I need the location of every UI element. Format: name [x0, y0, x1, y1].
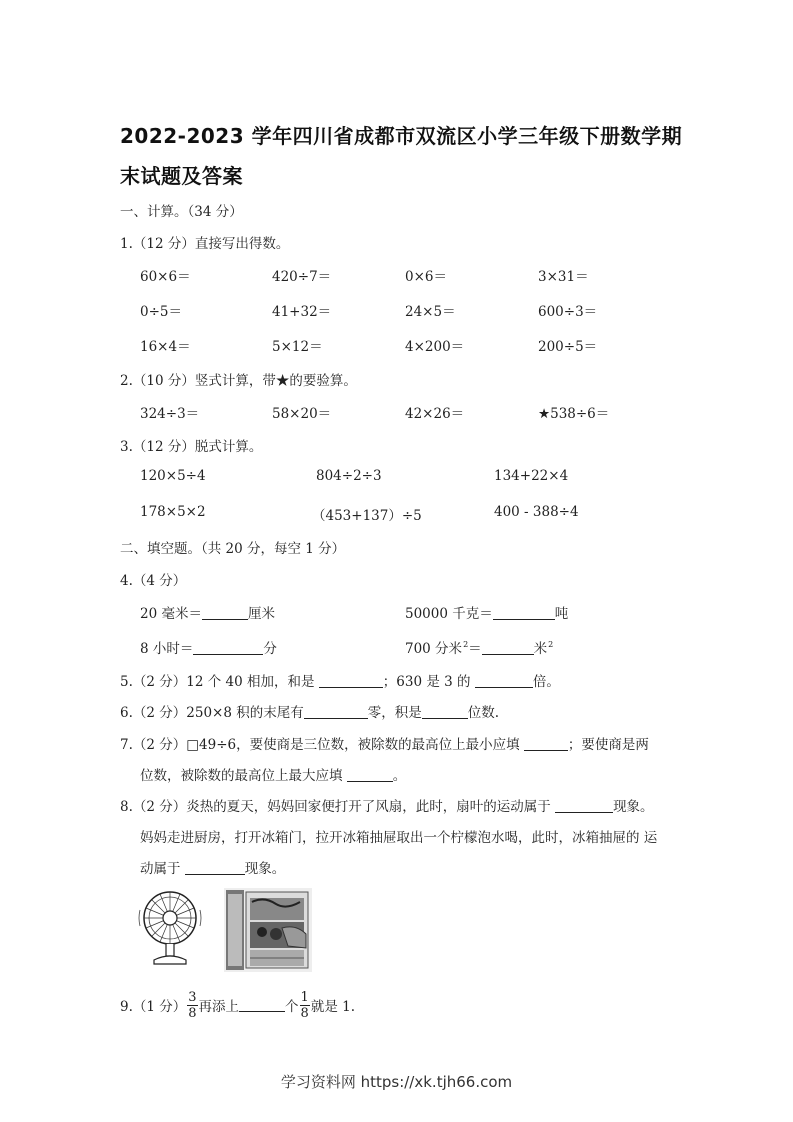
- answer-blank[interactable]: [347, 768, 393, 783]
- question-9: 9.（1 分） $\frac{3}{8}$ 再添上 个 $\frac{1}{8}$ 就是 1.: [120, 989, 355, 1021]
- answer-blank[interactable]: [304, 705, 368, 720]
- q4-item-a: 20 毫米＝ 厘米: [140, 606, 275, 622]
- answer-blank[interactable]: [475, 674, 533, 689]
- q2-item: 58×20＝: [272, 406, 332, 422]
- q1-item: 41+32＝: [272, 304, 332, 320]
- section-heading-fill-blank: 二、填空题。（共 20 分，每空 1 分）: [120, 541, 346, 557]
- q1-item: 16×4＝: [140, 339, 191, 355]
- fraction-one-eighth: $\frac{1}{8}$: [300, 989, 309, 1021]
- page-title-line-2: 末试题及答案: [120, 164, 243, 188]
- q4-item-c: 8 小时＝ 分: [140, 641, 277, 657]
- q1-item: 200÷5＝: [538, 339, 598, 355]
- question-4-label: 4.（4 分）: [120, 573, 187, 589]
- q1-item: 600÷3＝: [538, 304, 598, 320]
- q4-item-b: 50000 千克＝ 吨: [405, 606, 569, 622]
- q3-item: 120×5÷4: [140, 468, 206, 484]
- answer-blank[interactable]: [493, 606, 555, 621]
- answer-blank[interactable]: [185, 861, 245, 876]
- q3-item: （453+137）÷5: [312, 508, 422, 524]
- question-8-line-3: 动属于 现象。: [140, 861, 286, 877]
- question-6: 6.（2 分）250×8 积的末尾有 零，积是 位数.: [120, 705, 500, 721]
- q1-item: 0×6＝: [405, 269, 447, 285]
- q1-item: 4×200＝: [405, 339, 465, 355]
- electric-fan-image: [136, 888, 204, 968]
- answer-blank[interactable]: [193, 641, 263, 656]
- q1-item: 420÷7＝: [272, 269, 332, 285]
- q2-item: ★538÷6＝: [538, 406, 610, 422]
- question-3-label: 3.（12 分）脱式计算。: [120, 439, 263, 455]
- q1-item: 24×5＝: [405, 304, 456, 320]
- question-8-line-2: 妈妈走进厨房，打开冰箱门，拉开冰箱抽屉取出一个柠檬泡水喝，此时，冰箱抽屉的 运: [140, 830, 658, 846]
- answer-blank[interactable]: [482, 641, 534, 656]
- footer-watermark: 学习资料网 https://xk.tjh66.com: [280, 1073, 513, 1091]
- page-title-line-1: 2022-2023 学年四川省成都市双流区小学三年级下册数学期: [120, 124, 683, 148]
- q1-item: 60×6＝: [140, 269, 191, 285]
- q1-item: 5×12＝: [272, 339, 323, 355]
- q3-item: 134+22×4: [494, 468, 569, 484]
- q3-item: 804÷2÷3: [316, 468, 382, 484]
- q1-item: 0÷5＝: [140, 304, 182, 320]
- question-5: 5.（2 分）12 个 40 相加，和是 ；630 是 3 的 倍。: [120, 674, 560, 690]
- answer-blank[interactable]: [202, 606, 248, 621]
- answer-blank[interactable]: [239, 998, 285, 1013]
- answer-blank[interactable]: [524, 737, 568, 752]
- answer-blank[interactable]: [422, 705, 468, 720]
- question-7-line-1: 7.（2 分）□49÷6，要使商是三位数，被除数的最高位上最小应填 ；要使商是两: [120, 737, 649, 753]
- q3-item: 400 - 388÷4: [494, 504, 579, 520]
- answer-blank[interactable]: [319, 674, 383, 689]
- question-7-line-2: 位数，被除数的最高位上最大应填 。: [140, 768, 407, 784]
- question-1-label: 1.（12 分）直接写出得数。: [120, 236, 290, 252]
- answer-blank[interactable]: [555, 799, 613, 814]
- q2-item: 324÷3＝: [140, 406, 200, 422]
- question-2-label: 2.（10 分）竖式计算，带★的要验算。: [120, 373, 357, 389]
- question-8-line-1: 8.（2 分）炎热的夏天，妈妈回家便打开了风扇，此时，扇叶的运动属于 现象。: [120, 799, 654, 815]
- q3-item: 178×5×2: [140, 504, 206, 520]
- fridge-drawer-image: [224, 888, 312, 972]
- q4-item-d: 700 分米$^2$＝ 米$^2$: [405, 640, 554, 657]
- q2-item: 42×26＝: [405, 406, 465, 422]
- section-heading-calculation: 一、计算。（34 分）: [120, 204, 243, 220]
- q1-item: 3×31＝: [538, 269, 589, 285]
- fraction-three-eighths: $\frac{3}{8}$: [188, 989, 197, 1021]
